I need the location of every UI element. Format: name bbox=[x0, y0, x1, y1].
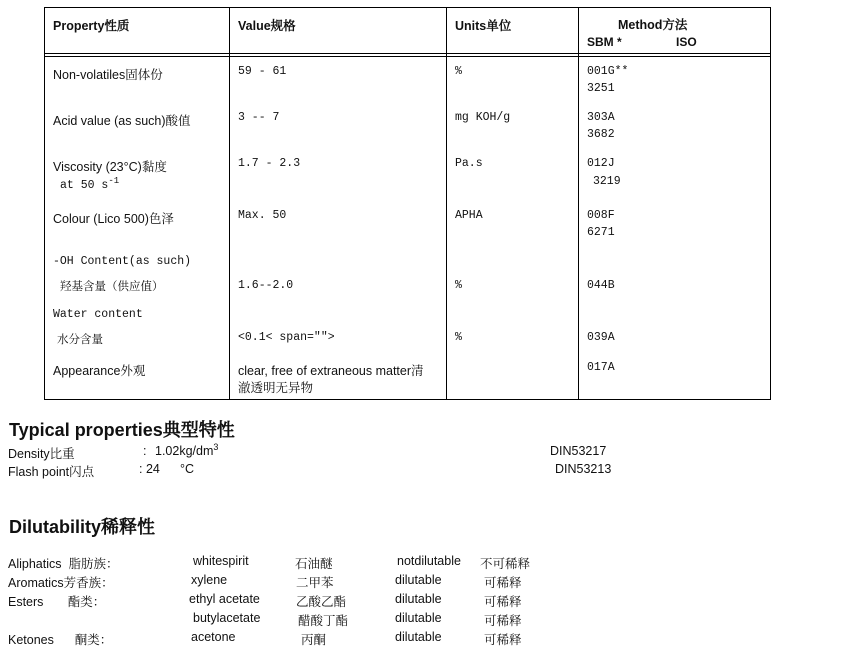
flash-point-standard: DIN53213 bbox=[555, 462, 612, 476]
row-units: % bbox=[455, 331, 462, 344]
row-property-line2: 水分含量 bbox=[57, 334, 103, 347]
table-top-border bbox=[44, 7, 579, 8]
dilution-result-cn: 不可稀释 bbox=[480, 557, 531, 571]
dilution-solvent-cn: 丙酮 bbox=[301, 633, 327, 647]
dilution-solvent: butylacetate bbox=[193, 611, 261, 625]
typical-properties-title: Typical properties典型特性 bbox=[9, 420, 235, 440]
col-divider-1 bbox=[229, 7, 230, 400]
row-method-sbm: 001G** bbox=[587, 65, 629, 78]
dilution-result: dilutable bbox=[395, 573, 442, 587]
dilution-result: dilutable bbox=[395, 592, 442, 606]
density-colon: : bbox=[143, 444, 147, 458]
row-property-line2: at 50 $s^{-1}$ bbox=[60, 176, 120, 192]
row-method-iso: 3682 bbox=[587, 128, 615, 141]
dilution-group: Ketones 酮类： bbox=[8, 633, 113, 647]
header-sbm: SBM * bbox=[587, 35, 622, 49]
dilution-group: Aromatics芳香族： bbox=[8, 576, 114, 590]
row-method-sbm: 017A bbox=[587, 361, 615, 374]
row-property: Colour (Lico 500)色泽 bbox=[53, 212, 174, 226]
col-divider-2 bbox=[446, 7, 447, 400]
row-method-sbm: 039A bbox=[587, 331, 615, 344]
table-header-divider-2 bbox=[44, 56, 771, 57]
header-value: Value规格 bbox=[238, 19, 296, 33]
dilution-solvent: acetone bbox=[191, 630, 236, 644]
row-property: Viscosity (23°C)黏度 bbox=[53, 160, 167, 174]
dilution-solvent: whitespirit bbox=[193, 554, 249, 568]
flash-point-label: Flash point闪点 bbox=[8, 465, 95, 479]
density-value: $1.02kg/dm^3$ bbox=[155, 441, 219, 458]
row-property: Water content bbox=[53, 308, 143, 321]
row-value: 3 -- 7 bbox=[238, 111, 280, 124]
dilution-result-cn: 可稀释 bbox=[484, 595, 522, 609]
row-method-sbm: 012J bbox=[587, 157, 615, 170]
row-units: Pa.s bbox=[455, 157, 483, 170]
dilution-group: Aliphatics 脂肪族： bbox=[8, 557, 119, 571]
header-units: Units单位 bbox=[455, 19, 512, 33]
row-value: <0.1< span=""> bbox=[238, 331, 335, 344]
dilution-group: Esters 酯类： bbox=[8, 595, 106, 609]
row-property: Acid value (as such)酸值 bbox=[53, 114, 191, 128]
table-right-border bbox=[770, 7, 771, 400]
dilution-result-cn: 可稀释 bbox=[484, 576, 522, 590]
row-method-sbm: 303A bbox=[587, 111, 615, 124]
table-top-border-method bbox=[579, 7, 771, 8]
row-value: 1.7 - 2.3 bbox=[238, 157, 301, 170]
dilution-result-cn: 可稀释 bbox=[484, 633, 522, 647]
dilution-solvent-cn: 二甲苯 bbox=[296, 576, 334, 590]
dilution-solvent: ethyl acetate bbox=[189, 592, 260, 606]
row-units: mg KOH/g bbox=[455, 111, 511, 124]
density-label: Density比重 bbox=[8, 447, 75, 461]
row-units: % bbox=[455, 279, 462, 292]
dilution-solvent: xylene bbox=[191, 573, 228, 587]
dilution-result-cn: 可稀释 bbox=[484, 614, 522, 628]
row-method-iso: 3251 bbox=[587, 82, 615, 95]
row-method-sbm: 044B bbox=[587, 279, 615, 292]
row-method-iso: 6271 bbox=[587, 226, 615, 239]
dilution-solvent-cn: 醋酸丁酯 bbox=[298, 614, 349, 628]
density-standard: DIN53217 bbox=[550, 444, 607, 458]
header-property: Property性质 bbox=[53, 19, 130, 33]
row-value: 1.6--2.0 bbox=[238, 279, 294, 292]
row-method-sbm: 008F bbox=[587, 209, 615, 222]
dilution-result: notdilutable bbox=[397, 554, 461, 568]
table-bottom-border bbox=[44, 399, 771, 400]
row-units: % bbox=[455, 65, 462, 78]
row-property: Non-volatiles固体份 bbox=[53, 68, 163, 82]
table-left-border bbox=[44, 7, 45, 400]
col-divider-3 bbox=[578, 7, 579, 400]
row-method-iso: 3219 bbox=[593, 175, 621, 188]
flash-point-unit: °C bbox=[180, 462, 195, 476]
dilution-solvent-cn: 乙酸乙酯 bbox=[296, 595, 347, 609]
dilution-result: dilutable bbox=[395, 630, 442, 644]
row-value-line2: 澈透明无异物 bbox=[238, 381, 314, 395]
dilution-solvent-cn: 石油醚 bbox=[295, 557, 333, 571]
row-property: Appearance外观 bbox=[53, 364, 146, 378]
dilutability-title: Dilutability稀释性 bbox=[9, 517, 156, 537]
header-iso: ISO bbox=[676, 35, 697, 49]
table-header-divider bbox=[44, 53, 771, 54]
row-units: APHA bbox=[455, 209, 483, 222]
header-method: Method方法 bbox=[618, 18, 688, 32]
row-property-line2: 羟基含量（供应值） bbox=[60, 281, 164, 294]
flash-point-value: : 24 bbox=[139, 462, 160, 476]
row-value: 59 - 61 bbox=[238, 65, 287, 78]
row-property: -OH Content(as such) bbox=[53, 255, 192, 268]
row-value: Max. 50 bbox=[238, 209, 287, 222]
row-value: clear, free of extraneous matter清 bbox=[238, 364, 424, 378]
dilution-result: dilutable bbox=[395, 611, 442, 625]
